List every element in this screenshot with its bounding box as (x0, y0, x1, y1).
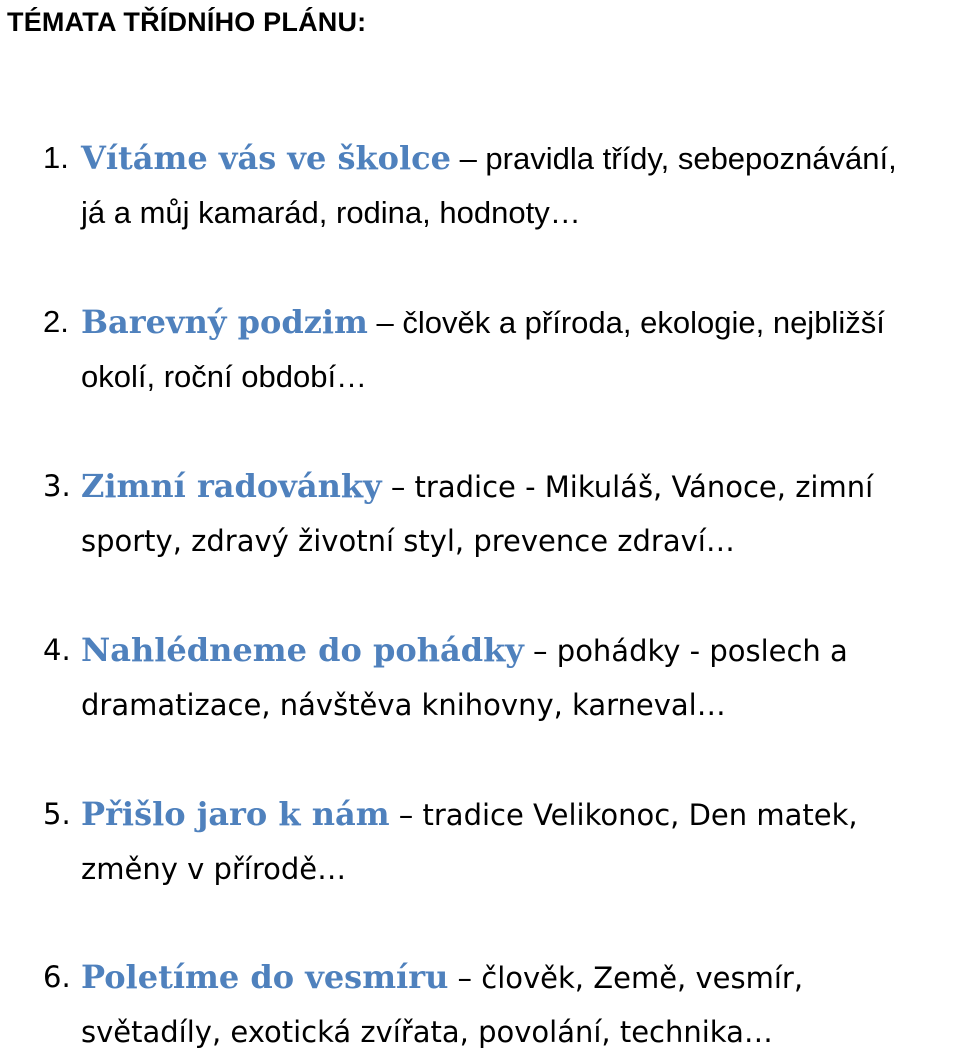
topic-1-description: – pravidla třídy, sebepoznávání, (450, 141, 897, 176)
topic-2-description: – člověk a příroda, ekologie, nejbližší (367, 305, 885, 340)
topic-6-line-1 (43, 955, 804, 1000)
topic-1-line-2: já a můj kamarád, rodina, hodnoty… (81, 195, 581, 230)
topic-5-description: – tradice Velikonoc, Den matek, (389, 798, 858, 832)
topic-5-line-1 (43, 792, 858, 837)
topic-4-line-2: dramatizace, návštěva knihovny, karneval… (81, 688, 726, 722)
topic-2-line-2: okolí, roční období… (81, 359, 368, 394)
page-heading: TÉMATA TŘÍDNÍHO PLÁNU: (7, 7, 367, 37)
topic-1-line-1 (43, 136, 897, 181)
topic-6-number: 6. (43, 960, 71, 994)
topic-3-description: – tradice - Mikuláš, Vánoce, zimní (381, 470, 874, 504)
topic-5-number: 5. (43, 797, 71, 831)
topic-3-title: Zimní radovánky (81, 467, 382, 505)
topic-2-number: 2. (43, 304, 69, 339)
topic-6-description: – člověk, Země, vesmír, (448, 961, 804, 995)
topic-3-line-1 (43, 464, 874, 509)
topic-4-description: – pohádky - poslech a (523, 634, 848, 668)
topic-1-number: 1. (43, 140, 69, 175)
topic-6-line-2: světadíly, exotická zvířata, povolání, technika… (81, 1015, 773, 1049)
topic-2-line-1 (43, 300, 885, 345)
topic-4-title: Nahlédneme do pohádky (81, 631, 524, 669)
topic-2-title: Barevný podzim (81, 303, 368, 341)
topic-3-number: 3. (43, 469, 71, 503)
topic-6-title: Poletíme do vesmíru (81, 958, 449, 996)
topic-4-number: 4. (43, 633, 71, 667)
topic-4-line-1 (43, 628, 848, 673)
topic-3-line-2: sporty, zdravý životní styl, prevence zdraví… (81, 524, 735, 558)
topic-1-title: Vítáme vás ve školce (81, 139, 451, 177)
topic-5-title: Přišlo jaro k nám (81, 795, 390, 833)
topic-5-line-2: změny v přírodě… (81, 852, 347, 886)
